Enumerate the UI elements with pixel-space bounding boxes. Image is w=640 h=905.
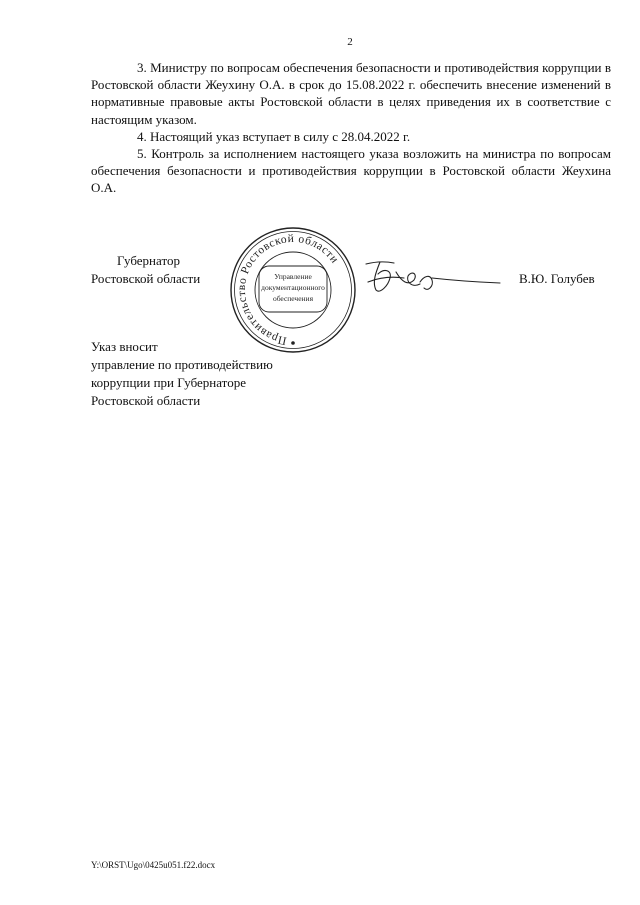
submitter-line4: Ростовской области: [91, 393, 201, 408]
handwritten-signature: [360, 252, 505, 302]
submitter-line1: Указ вносит: [91, 339, 158, 354]
paragraph-4: 4. Настоящий указ вступает в силу с 28.04.2022 г.: [137, 128, 411, 144]
official-seal-stamp: [229, 226, 357, 354]
signatory-name: В.Ю. Голубев: [519, 271, 595, 286]
paragraph-3: 3. Министру по вопросам обеспечения безопасности и противодействия коррупции в Ростовской области Жеухину О.А. в срок до 15.08.2022 г. обеспечить внесение изменений в нормативные правовые акты Ростовской области в целях приведения их в соответствие с настоящим указом.: [91, 60, 611, 127]
signatory-position: [91, 252, 200, 288]
seal-outer-text: Правительство Ростовской области: [235, 232, 341, 347]
position-region: Ростовской области: [91, 271, 201, 286]
submitted-by-block: [91, 338, 273, 410]
position-title: Губернатор: [117, 253, 180, 268]
seal-inner-line1: Управление: [274, 272, 312, 281]
submitter-line3: коррупции при Губернаторе: [91, 375, 246, 390]
paragraph-5: 5. Контроль за исполнением настоящего указа возложить на министра по вопросам обеспечения безопасности и противодействия коррупции в Ростовской области Жеухина О.А.: [91, 146, 611, 196]
seal-inner-line2: документационного: [261, 283, 325, 292]
seal-inner-line3: обеспечения: [272, 294, 314, 303]
file-path-footer: Y:\ORST\Ugo\0425u051.f22.docx: [91, 860, 216, 870]
decree-body: [91, 59, 611, 197]
submitter-line2: управление по противодействию: [91, 357, 273, 372]
page-number: 2: [347, 36, 353, 48]
